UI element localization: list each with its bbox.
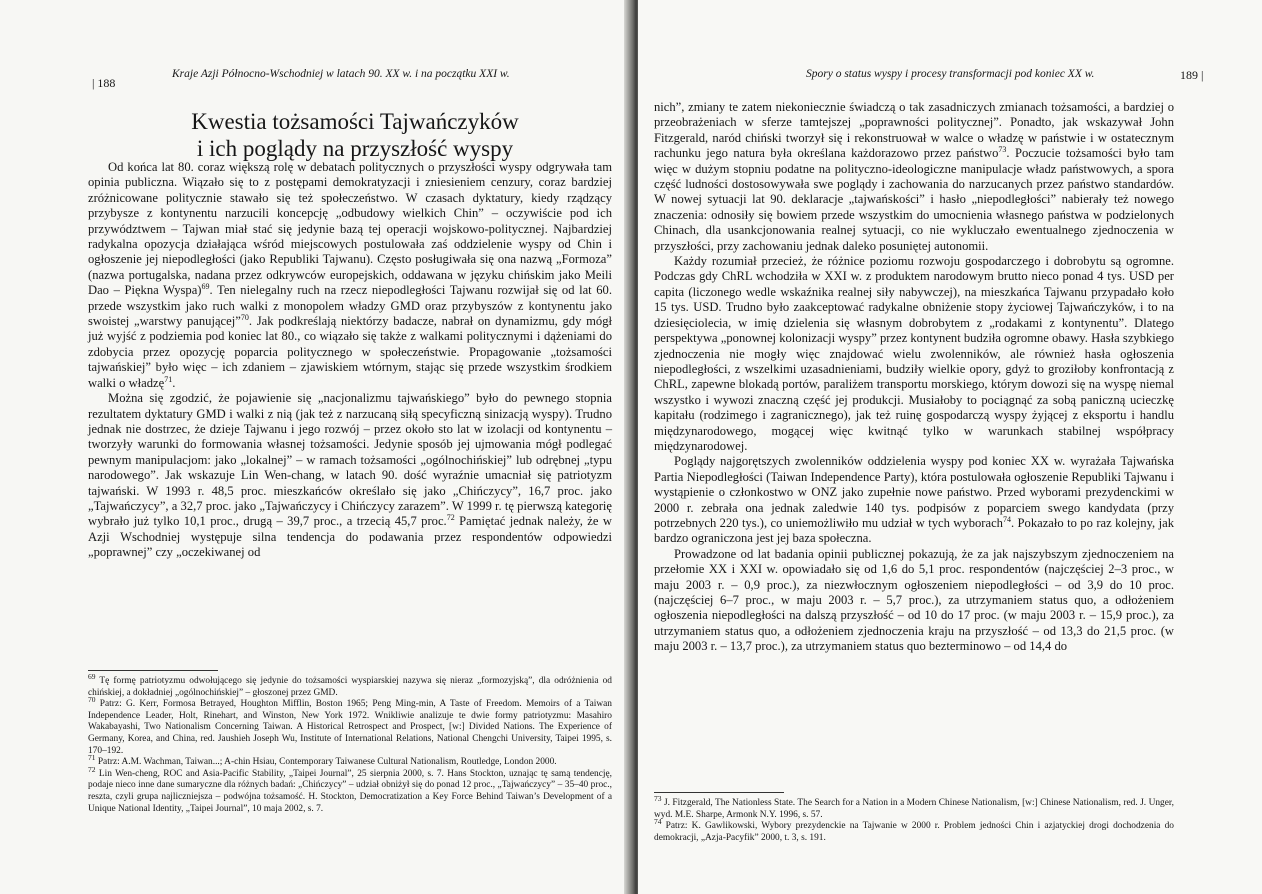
paragraph: Każdy rozumiał przecież, że różnice poziomu rozwoju gospodarczego i dobrobytu są ogromne. Podczas gdy ChRL wchodziła w XXI w. z produktem narodowym brutto nieco ponad 4 tys. USD per capita (liczonego wedle wskaźnika realnej siły nabywczej), na mieszkańca Tajwanu przypadało koło 15 tys. USD. Trudno było zaakceptować radykalne obniżenie stopy życiowej Tajwańczyków, i to na dziesięciolecia, w imię dzielenia się własnym dobrobytem z „rodakami z kontynentu”. Dlatego perspektywa „ponownej kolonizacji wyspy” przez kontynent budziła ogromne obawy. Hasła szybkiego zjednoczenia nie mogły więc znajdować wielu zwolenników, ale również hasła ogłoszenia niepodległości, z wszelkimi uzasadnieniami, budziły wielkie opory, gdyż to groziłoby konfrontacją z ChRL, zapewne blokadą portów, paraliżem transportu morskiego, którym dowozi się na wyspę niemal wszystko i wywozi znaczną część jej produkcji. Musiałoby to pociągnąć za sobą paniczną ucieczkę kapitału (rodzimego i zagranicznego), jak też ruinę gospodarczą wyspy żyjącej z eksportu i handlu międzynarodowego, mogącej więc kwitnąć tylko w warunkach stabilnej współpracy międzynarodowej. <box>654 254 1174 453</box>
footnote-ref: 72 <box>446 513 455 523</box>
footnote: $^{71}$ Patrz: A.M. Wachman, Taiwan...; A-chin Hsiau, Contemporary Taiwanese Cultural Nationalism, Routledge, London 2000. <box>88 753 557 768</box>
footnote: $^{73}$ J. Fitzgerald, The Nationless State. The Search for a Nation in a Modern Chinese Nationalism, [w:] Chinese Nationalism, red. J. Unger, wyd. M.E. Sharpe, Armonk N.Y. 1996, s. 57. <box>654 793 1174 820</box>
footnote-ref: 71 <box>164 374 173 384</box>
body-text-left <box>88 160 612 561</box>
page-number-left: | 188 <box>92 76 116 90</box>
right-page <box>638 0 1262 894</box>
footnote: $^{72}$ Lin Wen-cheng, ROC and Asia-Pacific Stability, „Taipei Journal”, 25 sierpnia 2000, s. 7. Hans Stockton, uznając tę samą tendencję, podaje nieco inne dane sumaryczne dla różnych badań: „Chińczycy” – udział obniżył się do ponad 12 proc., „Tajwańczycy” – 35–40 proc., reszta, czyli grupa najliczniejsza – podwójna tożsamość. H. Stockton, Democratization a Key Force Behind Taiwan’s Development of a Unique National Identity, „Taipei Journal”, 10 maja 2002, s. 7. <box>88 764 612 814</box>
running-header-right: Spory o status wyspy i procesy transformacji pod koniec XX w. <box>806 68 1095 80</box>
footnote: $^{74}$ Patrz: K. Gawlikowski, Wybory prezydenckie na Tajwanie w 2000 r. Problem jedności Chin i azjatyckiej drogi dochodzenia do demokracji, „Azja-Pacyfik” 2000, t. 3, s. 191. <box>654 817 1174 843</box>
paragraph: Prowadzone od lat badania opinii publicznej pokazują, że za jak najszybszym zjednoczeniem na przełomie XX i XXI w. opowiadało się od 1,6 do 5,1 proc. respondentów (najczęściej 2–3 proc., w maju 2003 r. – 0,9 proc.), za niezwłocznym ogłoszeniem niepodległości – od 3,9 do 10 proc. (najczęściej 6–7 proc., w maju 2003 r. – 5,7 proc.), za utrzymaniem status quo, a odłożeniem ogłoszenia niepodległości na dalszą przyszłość – od 10 do 17 proc. (w maju 2003 r. – 15,9 proc.), za utrzymaniem status quo, a odłożeniem zjednoczenia kraju na przyszłość – od 13,3 do 21,5 proc. (w maju 2003 r. – 13,7 proc.), za utrzymaniem status quo bezterminowo – od 14,4 do <box>654 546 1174 654</box>
footnotes-right <box>654 793 1174 844</box>
page-number-right: 189 | <box>1180 68 1204 82</box>
footnote-ref: 74 <box>1002 514 1011 524</box>
footnote: $^{70}$ Patrz: G. Kerr, Formosa Betrayed, Houghton Mifflin, Boston 1965; Peng Ming-min, A Taste of Freedom. Memoirs of a Taiwan Independence Leader, Holt, Rinehart, and Winston, New York 1972. Wnikliwie analizuje te dwie formy patriotyzmu: Masahiro Wakabayashi, Two Nationalism Concerning Taiwan. A Historical Retrospect and Prospect, [w:] Divided Nations. The Experience of Germany, Korea, and China, red. Jaushieh Joseph Wu, Institute of International Relations, National Chengchi University, Taipei 1995, s. 170–192. <box>88 695 612 756</box>
footnote-ref: 70 <box>240 312 249 322</box>
footnote-rule <box>654 792 784 793</box>
footnote: $^{69}$ Tę formę patriotyzmu odwołującego się jedynie do tożsamości wyspiarskiej nazywa się nieraz „formozyjską”, dla odróżnienia od chińskiej, a dokładniej „ogólnochińskiej” – głoszonej przez GMD. <box>88 671 612 698</box>
paragraph: nich”, zmiany te zatem niekoniecznie świadczą o tak zasadniczych zmianach tożsamości, a bardziej o przeobrażeniach w sferze tamtejszej „poprawności politycznej”. Ponadto, jak wskazywał John Fitzgerald, naród chiński tworzył się i rekonstruował w walce o władzę w państwie i w ostatecznym rachunku jego natura była określana każdorazowo przez państwo$^{73}$. Poczucie tożsamości było tam więc w dużym stopniu podatne na polityczno-ideologiczne manipulacje władz państwowych, a spora część ludności dostosowywała swe poglądy i zachowania do narzucanych przez państwo standardów. W nowej sytuacji lat 90. deklaracje „tajwańskości” i hasło „niepodległości” nabierały też nowego znaczenia: odnosiły się bowiem przede wszystkim do umocnienia własnego państwa w podzielonych Chinach, dla usankcjonowania realnej sytuacji, co nie wykluczało ewentualnego zjednoczenia w przyszłości, przy zachowaniu jednak daleko posuniętej autonomii. <box>654 100 1174 253</box>
paragraph: Poglądy najgorętszych zwolenników oddzielenia wyspy pod koniec XX w. wyrażała Tajwańska Partia Niepodległości (Taiwan Independence Party), która postulowała ogłoszenie Republiki Tajwanu i wystąpienie o członkostwo w ONZ jako zupełnie nowe państwo. Przed wyborami prezydenckimi w 2000 r. zebrała ona jednak zaledwie 140 tys. podpisów z poparciem swego kandydata (przy potrzebnych 220 tys.), co uniemożliwiło mu udział w tych wyborach$^{74}$. Pokazało to po raz kolejny, jak bardzo ograniczona jest jej baza społeczna. <box>654 454 1174 546</box>
paragraph: Można się zgodzić, że pojawienie się „nacjonalizmu tajwańskiego” było do pewnego stopnia rezultatem dyktatury GMD i walki z nią (jak też z narzucaną siłą specyficzną sinizacją wyspy). Trudno jednak nie dostrzec, że dzieje Tajwanu i jego rozwój – przez około sto lat w izolacji od kontynentu – tworzyły warunki do formowania własnej tożsamości. Jedynie sposób jej ujmowania mógł podlegać pewnym manipulacjom: jako „lokalnej” – w ramach tożsamości „ogólnochińskiej” lub odrębnej „typu narodowego”. Jak wskazuje Lin Wen-chang, w latach 90. dość wyraźnie umacniał się patriotyzm tajwański. W 1993 r. 48,5 proc. mieszkańców określało się jako „Chińczycy”, 16,7 proc. jako „Tajwańczycy”, a 32,7 proc. jako „Tajwańczycy i Chińczycy zarazem”. W 1999 r. tę pierwszą kategorię wybrało już tylko 10,1 proc., drugą – 39,7 proc., a trzecią 45,7 proc.$^{72}$ Pamiętać jednak należy, że w Azji Wschodniej występuje silna tendencja do podawania przez respondentów odpowiedzi „poprawnej” czy „oczekiwanej od <box>88 391 612 560</box>
title-line-1: Kwestia tożsamości Tajwańczyków <box>191 109 519 134</box>
paragraph: Od końca lat 80. coraz większą rolę w debatach politycznych o przyszłości wyspy odgrywała tam opinia publiczna. Wiązało się to z postępami demokratyzacji i zniesieniem cenzury, coraz bardziej zróżnicowane politycznie stawało się też społeczeństwo. W czasach dyktatury, kiedy rządzący przybysze z kontynentu narzucili koncepcję „odbudowy wielkich Chin” – oczywiście pod ich przywództwem – Tajwan miał stać się jedynie bazą tej operacji wojskowo-politycznej. Najbardziej radykalna opozycja działająca wśród miejscowych postulowała zaś oddzielenie wyspy od Chin i ogłoszenie jej niepodległości (jako Republiki Tajwanu). Często posługiwała się ona nazwą „Formoza” (nazwa portugalska, nadana przez odkrywców europejskich, oddawana w języku chińskim jako Meili Dao – Piękna Wyspa)$^{69}$. Ten nielegalny ruch na rzecz niepodległości Tajwanu rozwijał się od lat 60. przede wszystkim jako ruch walki z monopolem władzy GMD oraz przybyszów z kontynentu jako swoistej „warstwy panującej”$^{70}$. Jak podkreślają niektórzy badacze, nabrał on dynamizmu, gdy mógł już wyjść z podziemia pod koniec lat 80., co wiązało się także z walkami politycznymi i dążeniami do zdobycia przez opozycję poparcia politycznego w społeczeństwie. Propagowanie „tożsamości tajwańskiej” było więc – ich zdaniem – zjawiskiem wtórnym, stając się przede wszystkim środkiem walki o władzę$^{71}$. <box>88 160 612 390</box>
chapter-title <box>150 108 560 162</box>
running-header-left: Kraje Azji Północno-Wschodniej w latach 90. XX w. i na początku XXI w. <box>172 68 510 80</box>
footnotes-left <box>88 671 612 815</box>
footnote-ref: 73 <box>998 145 1007 155</box>
title-line-2: i ich poglądy na przyszłość wyspy <box>196 136 514 161</box>
body-text-right <box>654 100 1174 655</box>
footnote-rule <box>88 670 218 671</box>
footnote-ref: 69 <box>201 282 210 292</box>
